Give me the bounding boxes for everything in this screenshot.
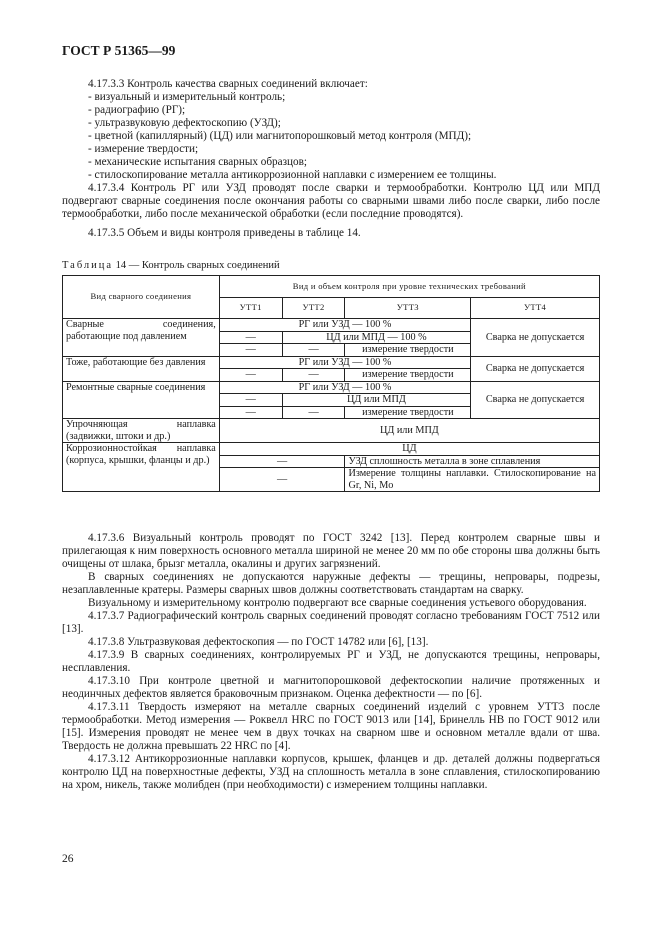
paragraph: 4.17.3.4 Контроль РГ или УЗД проводят после сварки и термообработки. Контролю ЦД или МПД подвергают сварные соединения после окончания работы со сварными швами либо после сварки, либо после термообработки, либо после механической обработки (если последние проводятся). [62, 182, 600, 220]
document-header: ГОСТ Р 51365—99 [62, 43, 176, 58]
cell-rg-uzd: РГ или УЗД — 100 % [219, 381, 470, 394]
cell-thickness-stylo: Измерение толщины наплавки. Стилоскопирование на Gr, Ni, Mo [345, 468, 600, 492]
header-joint-type: Вид сварного соединения [63, 276, 220, 319]
cell-not-allowed: Сварка не допускается [471, 356, 600, 381]
bottom-text-block [62, 532, 600, 792]
cell-dash: — [219, 394, 282, 407]
cell-cd-mpd: ЦД или МПД [282, 394, 471, 407]
cell-dash: — [282, 344, 345, 357]
cell-cd-mpd: ЦД или МПД [219, 419, 599, 443]
cell-hardness: измерение твердости [345, 369, 471, 382]
paragraph: 4.17.3.5 Объем и виды контроля приведены в таблице 14. [88, 227, 361, 239]
list-item: - визуальный и измерительный контроль; [88, 91, 286, 103]
header-level-utt2: УТТ2 [282, 297, 345, 319]
top-text-block [62, 78, 600, 240]
list-item: - цветной (капиллярный) (ЦД) или магнитопорошковый метод контроля (МПД); [88, 130, 472, 142]
paragraph: 4.17.3.10 При контроле цветной и магнитопорошковой дефектоскопии наличие протяженных и неодинчных дефектов является браковочным признаком. Оценка дефектности — по [6]. [62, 675, 600, 700]
paragraph: В сварных соединениях не допускаются наружные дефекты — трещины, непровары, подрезы, незаплавленные кратеры. Размеры сварных швов должны соответствовать стандартам на сварку. [62, 571, 600, 596]
cell-not-allowed: Сварка не допускается [471, 381, 600, 419]
table-header-row [63, 276, 600, 298]
list-item: - стилоскопирование металла антикоррозионной наплавки с измерением ее толщины. [88, 169, 497, 181]
header-level-utt1: УТТ1 [219, 297, 282, 319]
table-row [63, 356, 600, 369]
paragraph: 4.17.3.12 Антикоррозионные наплавки корпусов, крышек, фланцев и др. деталей должны подвергаться контролю ЦД на поверхностные дефекты, УЗД на сплошность металла в зоне сплавления, стилоскопированию на хром, никель, также молибден (при необходимости) с измерением толщины наплавки. [62, 753, 600, 791]
paragraph: Визуальному и измерительному контролю подвергают все сварные соединения устьевого оборудования. [88, 597, 587, 609]
paragraph: 4.17.3.6 Визуальный контроль проводят по ГОСТ 3242 [13]. Перед контролем сварные швы и прилегающая к ним поверхность основного металла шириной не менее 20 мм по обе стороны шва должны быть очищены от шлака, брызг металла, окалины и других загрязнений. [62, 532, 600, 570]
list-item: - радиографию (РГ); [88, 104, 186, 116]
cell-dash: — [219, 344, 282, 357]
cell-not-allowed: Сварка не допускается [471, 319, 600, 357]
list-item: - механические испытания сварных образцов; [88, 156, 307, 168]
list-item: - измерение твердости; [88, 143, 199, 155]
cell-dash: — [282, 369, 345, 382]
table-caption-text: 14 — Контроль сварных соединений [115, 260, 280, 271]
cell-dash: — [282, 406, 345, 419]
cell-uzd-fusion: УЗД сплошность металла в зоне сплавления [345, 455, 600, 468]
paragraph: 4.17.3.11 Твердость измеряют на металле сварных соединений изделий с уровнем УТТ3 после термообработки. Метод измерения — Роквелл HRC по ГОСТ 9013 или [14], Бринелль НВ по ГОСТ 9012 или [15]. Измерения проводят не менее чем в двух точках на сварном шве и основном металле вдали от шва. Твердость не должна превышать 22 HRC по [4]. [62, 701, 600, 752]
table-caption [62, 260, 280, 271]
row-pressure-name: Сварные соединения, работающие под давлением [63, 319, 220, 357]
cell-dash: — [219, 406, 282, 419]
page-number: 26 [62, 853, 74, 865]
cell-cd: ЦД [219, 443, 599, 456]
cell-dash: — [219, 455, 345, 468]
header-level-utt4: УТТ4 [471, 297, 600, 319]
cell-dash: — [219, 331, 282, 344]
cell-cd-mpd: ЦД или МПД — 100 % [282, 331, 471, 344]
table-row [63, 419, 600, 443]
table-row [63, 443, 600, 456]
row-repair-name: Ремонтные сварные соединения [63, 381, 220, 419]
header-level-utt3: УТТ3 [345, 297, 471, 319]
control-table [62, 275, 600, 492]
paragraph: 4.17.3.9 В сварных соединениях, контролируемых РГ и УЗД, не допускаются трещины, непровары, несплавления. [62, 649, 600, 674]
row-hardening-name: Упрочняющая наплавка (задвижки, штоки и др.) [63, 419, 220, 443]
list-item: - ультразвуковую дефектоскопию (УЗД); [88, 117, 281, 129]
table-caption-label: Таблица [62, 260, 114, 271]
paragraph: 4.17.3.3 Контроль качества сварных соединений включает: [88, 78, 368, 90]
table-row [63, 319, 600, 332]
cell-dash: — [219, 468, 345, 492]
table-row [63, 381, 600, 394]
paragraph: 4.17.3.8 Ультразвуковая дефектоскопия — по ГОСТ 14782 или [6], [13]. [88, 636, 429, 648]
cell-dash: — [219, 369, 282, 382]
cell-rg-uzd: РГ или УЗД — 100 % [219, 319, 470, 332]
row-corrosion-name: Коррозионностойкая наплавка (корпуса, крышки, фланцы и др.) [63, 443, 220, 492]
cell-rg-uzd: РГ или УЗД — 100 % [219, 356, 470, 369]
paragraph: 4.17.3.7 Радиографический контроль сварных соединений проводят согласно требованиям ГОСТ 7512 или [13]. [62, 610, 600, 635]
cell-hardness: измерение твердости [345, 344, 471, 357]
row-same-name: Тоже, работающие без давления [63, 356, 220, 381]
cell-hardness: измерение твердости [345, 406, 471, 419]
header-control-group: Вид и объем контроля при уровне технических требований [219, 276, 599, 298]
